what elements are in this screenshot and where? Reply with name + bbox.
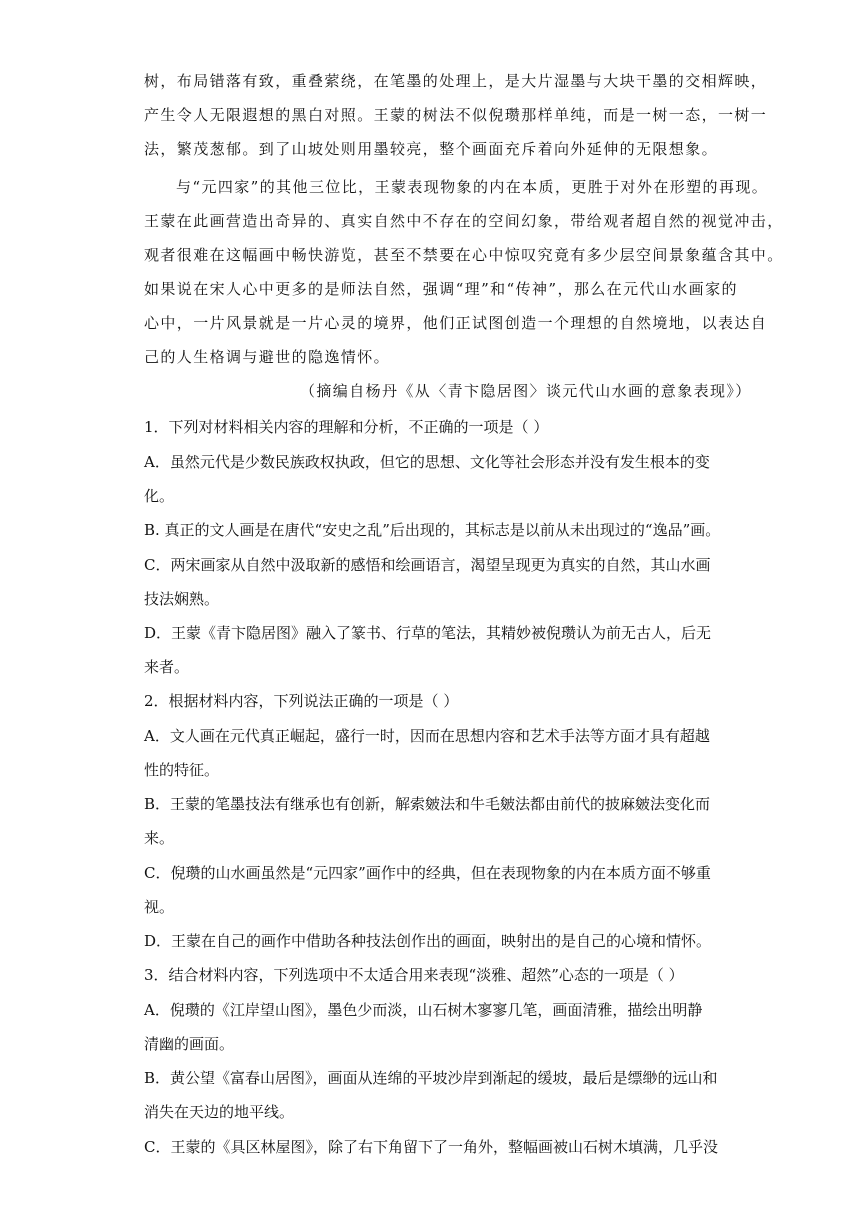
option-line: 化。 (144, 487, 175, 505)
option-line: 技法娴熟。 (144, 590, 220, 608)
passage-line: 观者很难在这幅画中畅快游览，甚至不禁要在心中惊叹究竟有多少层空间景象蕴含其中。 (144, 246, 784, 264)
option-line: B．黄公望《富春山居图》，画面从连绵的平坡沙岸到渐起的缓坡，最后是缥缈的远山和 (144, 1069, 718, 1087)
option-line: 视。 (144, 898, 175, 916)
option-line: 消失在天边的地平线。 (144, 1103, 295, 1121)
option-line: C．两宋画家从自然中汲取新的感悟和绘画语言，渴望呈现更为真实的自然，其山水画 (144, 556, 711, 574)
option-line: A．虽然元代是少数民族政权执政，但它的思想、文化等社会形态并没有发生根本的变 (144, 453, 710, 471)
option-line: A．文人画在元代真正崛起，盛行一时，因而在思想内容和艺术手法等方面才具有超越 (144, 727, 710, 745)
option-line: 性的特征。 (144, 761, 220, 779)
option-line: D．王蒙《青卞隐居图》融入了篆书、行草的笔法，其精妙被倪瓒认为前无古人，后无 (144, 624, 712, 642)
passage-line: 如果说在宋人心中更多的是师法自然，强调“理”和“传神”，那么在元代山水画家的 (144, 280, 738, 298)
option-line: C．倪瓒的山水画虽然是“元四家”画作中的经典，但在表现物象的内在本质方面不够重 (144, 864, 711, 882)
passage-source: （摘编自杨丹《从〈青卞隐居图〉谈元代山水画的意象表现》） (300, 382, 752, 400)
passage-line: 心中，一片风景就是一片心灵的境界，他们正试图创造一个理想的自然境地，以表达自 (144, 314, 768, 332)
option-line: 来者。 (144, 658, 190, 676)
option-line: B. 真正的文人画是在唐代“安史之乱”后出现的，其标志是以前从未出现过的“逸品”画。 (144, 521, 721, 539)
passage-line: 法，繁茂葱郁。到了山坡处则用墨较亮，整个画面充斥着向外延伸的无限想象。 (144, 140, 719, 158)
option-line: D．王蒙在自己的画作中借助各种技法创作出的画面，映射出的是自己的心境和情怀。 (144, 932, 712, 950)
question-title: 1．下列对材料相关内容的理解和分析，不正确的一项是（ ） (144, 418, 549, 436)
passage-line: 产生令人无限遐想的黑白对照。王蒙的树法不似倪瓒那样单纯，而是一树一态，一树一 (144, 106, 768, 124)
passage-line: 树，布局错落有致，重叠萦绕，在笔墨的处理上，是大片湿墨与大块干墨的交相辉映， (144, 72, 768, 90)
option-line: 来。 (144, 829, 175, 847)
question-title: 2．根据材料内容，下列说法正确的一项是（ ） (144, 692, 459, 710)
option-line: B．王蒙的笔墨技法有继承也有创新，解索皴法和牛毛皴法都由前代的披麻皴法变化而 (144, 795, 711, 813)
passage-line: 己的人生格调与避世的隐逸情怀。 (144, 348, 391, 366)
option-line: A．倪瓒的《江岸望山图》，墨色少而淡，山石树木寥寥几笔，画面清雅，描绘出明静 (144, 1001, 703, 1019)
question-title: 3．结合材料内容，下列选项中不太适合用来表现“淡雅、超然”心态的一项是（ ） (144, 966, 684, 984)
passage-line: 王蒙在此画营造出奇异的、真实自然中不存在的空间幻象，带给观者超自然的视觉冲击， (144, 212, 784, 230)
option-line: 清幽的画面。 (144, 1035, 235, 1053)
passage-line: 与“元四家”的其他三位比，王蒙表现物象的内在本质，更胜于对外在形塑的再现。 (176, 178, 769, 196)
option-line: C．王蒙的《具区林屋图》，除了右下角留下了一角外，整幅画被山石树木填满，几乎没 (144, 1138, 718, 1156)
